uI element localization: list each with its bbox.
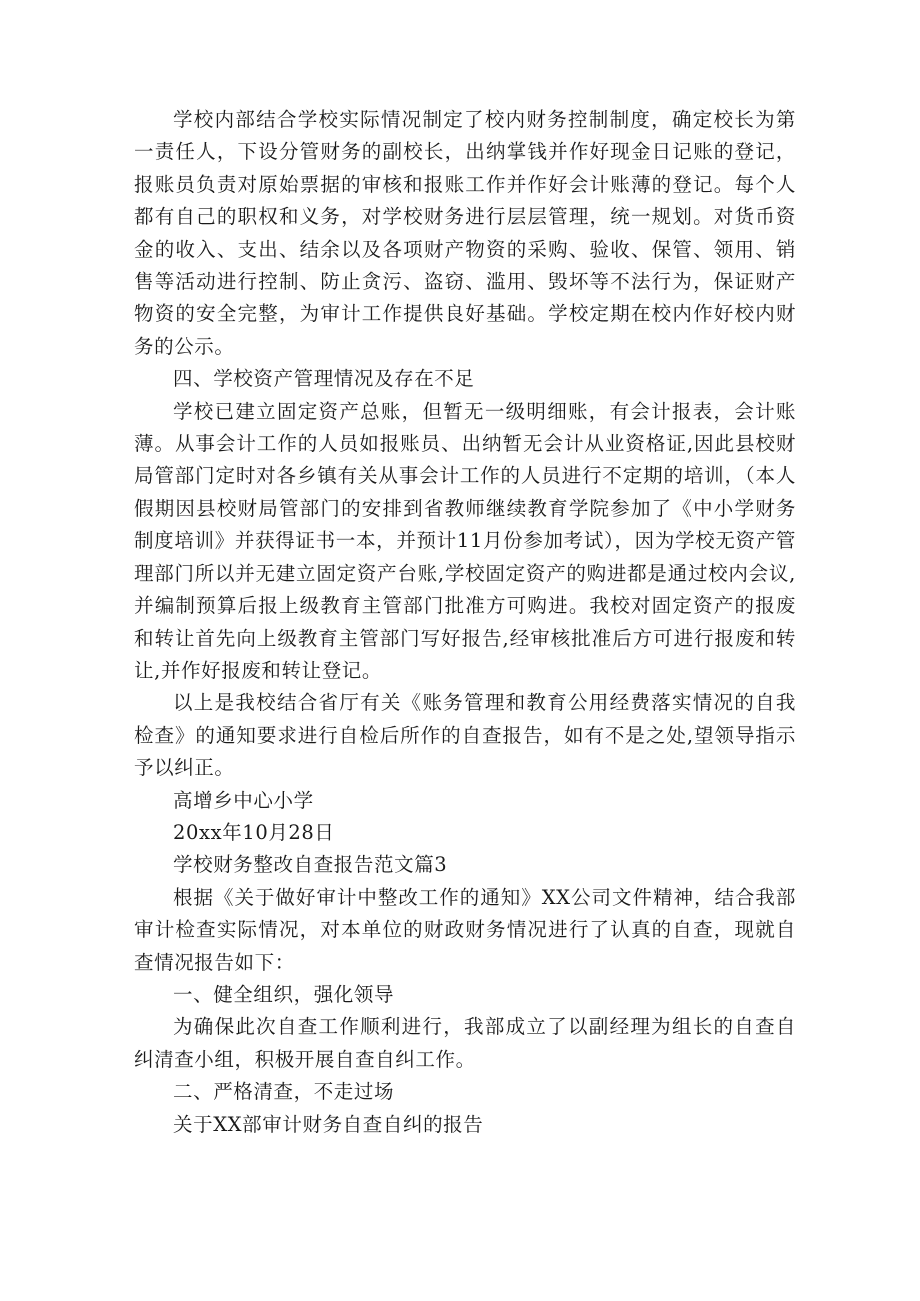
document-body (134, 104, 796, 1141)
paragraph-introduction: 根据《关于做好审计中整改工作的通知》XX公司文件精神，结合我部审计检查实际情况，对本单位的财政财务情况进行了认真的自查，现就自查情况报告如下： (134, 885, 796, 974)
paragraph-financial-control: 学校内部结合学校实际情况制定了校内财务控制制度，确定校长为第一责任人，下设分管财务的副校长，出纳掌钱并作好现金日记账的登记，报账员负责对原始票据的审核和报账工作并作好会计账薄的登记。每个人都有自己的职权和义务，对学校财务进行层层管理，统一规划。对货币资金的收入、支出、结余以及各项财产物资的采购、验收、保管、领用、销售等活动进行控制、防止贪污、盗窃、滥用、毁坏等不法行为，保证财产物资的安全完整，为审计工作提供良好基础。学校定期在校内作好校内财务的公示。 (134, 108, 796, 358)
paragraph-organization: 为确保此次自查工作顺利进行，我部成立了以副经理为组长的自查自纠清查小组，积极开展自查自纠工作。 (134, 1015, 796, 1071)
paragraph-asset-management: 学校已建立固定资产总账，但暂无一级明细账，有会计报表，会计账薄。从事会计工作的人员如报账员、出纳暂无会计从业资格证,因此县校财局管部门定时对各乡镇有关从事会计工作的人员进行不定期的培训，（本人假期因县校财局管部门的安排到省教师继续教育学院参加了《中小学财务制度培训》并获得证书一本，并预计11月份参加考试），因为学校无资产管理部门所以并无建立固定资产台账,学校固定资产的购进都是通过校内会议,并编制预算后报上级教育主管部门批准方可购进。我校对固定资产的报废和转让首先向上级教育主管部门写好报告,经审核批准后方可进行报废和转让,并作好报废和转让登记。 (134, 399, 796, 682)
signature-date: 20xx年10月28日 (173, 820, 335, 844)
signature-school-name: 高增乡中心小学 (173, 788, 314, 812)
heading-asset-management: 四、学校资产管理情况及存在不足 (173, 367, 475, 391)
report-subtitle: 关于XX部审计财务自查自纠的报告 (173, 1112, 484, 1136)
heading-strict-check: 二、严格清查，不走过场 (173, 1080, 395, 1104)
heading-organization: 一、健全组织，强化领导 (173, 982, 395, 1006)
paragraph-conclusion: 以上是我校结合省厅有关《账务管理和教育公用经费落实情况的自我检查》的通知要求进行自检后所作的自查报告，如有不是之处,望领导指示予以纠正。 (134, 691, 796, 780)
article-title: 学校财务整改自查报告范文篇3 (173, 853, 448, 877)
